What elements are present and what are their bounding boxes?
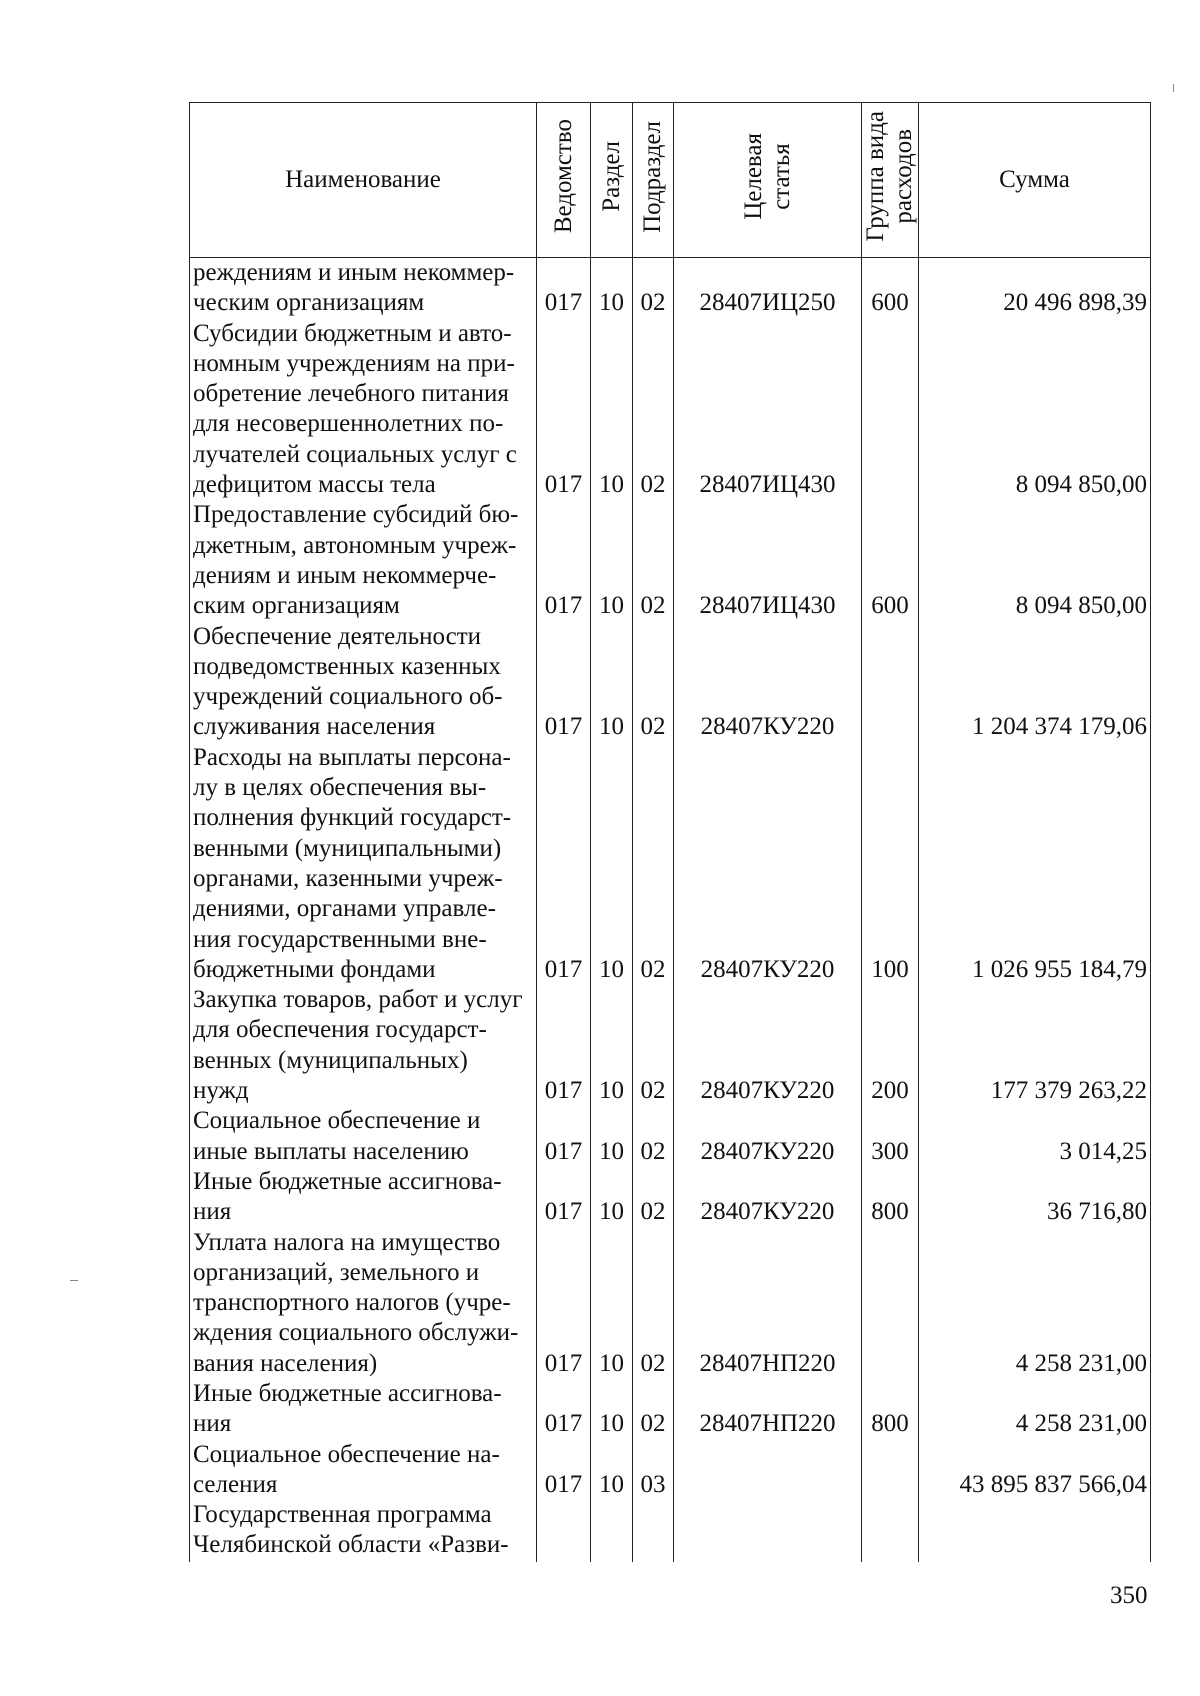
row-name-line: бюджетными фондами	[193, 955, 436, 983]
row-razdel: 10	[591, 258, 633, 319]
header-name: Наименование	[190, 103, 537, 258]
row-group: 600	[862, 258, 919, 319]
row-name	[190, 985, 537, 1106]
row-sum: 20 496 898,39	[919, 258, 1151, 319]
row-name	[190, 622, 537, 743]
row-sum: 3 014,25	[919, 1106, 1151, 1167]
row-name-line: ния	[193, 1410, 232, 1438]
table-row	[190, 1167, 1151, 1228]
row-razdel: 10	[591, 319, 633, 501]
row-name-line: реждениям и иным некоммер-	[193, 259, 515, 286]
row-podrazdel: 02	[633, 985, 674, 1106]
row-sum: 177 379 263,22	[919, 985, 1151, 1106]
row-name-line: ния государственными вне-	[193, 925, 487, 953]
row-sum	[919, 1500, 1151, 1561]
row-name-line: лу в целях обеспечения вы-	[193, 774, 487, 802]
row-podrazdel: 02	[633, 622, 674, 743]
row-name-line: обретение лечебного питания	[193, 380, 509, 408]
row-name-line: Социальное обеспечение и	[193, 1107, 481, 1135]
row-name-line: Государственная программа	[193, 1501, 492, 1529]
header-group: Группа вида расходов	[862, 103, 919, 258]
row-name-line: дефицитом массы тела	[193, 471, 436, 499]
row-name-line: для обеспечения государст-	[193, 1016, 487, 1044]
row-name-line: дениям и иным некоммерче-	[193, 561, 497, 589]
row-vedomstvo: 017	[537, 1167, 591, 1228]
row-name-line: венных (муниципальных)	[193, 1046, 468, 1074]
row-target: 28407КУ220	[674, 1167, 862, 1228]
row-name	[190, 1440, 537, 1501]
table-row	[190, 500, 1151, 621]
table-row	[190, 1440, 1151, 1501]
row-name-line: Иные бюджетные ассигнова-	[193, 1167, 502, 1195]
row-vedomstvo: 017	[537, 319, 591, 501]
row-name-line: Закупка товаров, работ и услуг	[193, 986, 523, 1014]
row-sum: 4 258 231,00	[919, 1379, 1151, 1440]
row-name-line: нужд	[193, 1077, 249, 1105]
row-name-line: вания населения)	[193, 1349, 378, 1377]
row-name-line: Челябинской области «Разви-	[193, 1531, 509, 1559]
row-target	[674, 1440, 862, 1501]
table-header-row	[190, 103, 1151, 258]
row-group: 100	[862, 743, 919, 985]
row-name-line: ния	[193, 1198, 232, 1226]
row-target: 28407ИЦ430	[674, 500, 862, 621]
row-name-line: Обеспечение деятельности	[193, 622, 482, 650]
row-name-line: Уплата налога на имущество	[193, 1228, 501, 1256]
row-podrazdel: 03	[633, 1440, 674, 1501]
row-name-line: ждения социального обслужи-	[193, 1319, 519, 1347]
row-target: 28407КУ220	[674, 1106, 862, 1167]
table-row	[190, 1379, 1151, 1440]
row-name-line: органами, казенными учреж-	[193, 864, 503, 892]
row-sum: 43 895 837 566,04	[919, 1440, 1151, 1501]
row-razdel: 10	[591, 1228, 633, 1379]
row-target: 28407КУ220	[674, 622, 862, 743]
table-body	[190, 258, 1151, 1562]
row-vedomstvo: 017	[537, 1379, 591, 1440]
row-name	[190, 1228, 537, 1379]
row-name-line: селения	[193, 1470, 278, 1498]
table-row	[190, 1106, 1151, 1167]
row-target: 28407КУ220	[674, 743, 862, 985]
row-name-line: полнения функций государст-	[193, 804, 512, 832]
row-name-line: ческим организациям	[193, 289, 425, 317]
row-name-line: учреждений социального об-	[193, 683, 503, 711]
row-target: 28407ИЦ430	[674, 319, 862, 501]
row-name	[190, 500, 537, 621]
row-razdel: 10	[591, 1379, 633, 1440]
row-podrazdel: 02	[633, 743, 674, 985]
row-group: 200	[862, 985, 919, 1106]
row-name-line: Иные бюджетные ассигнова-	[193, 1379, 502, 1407]
row-razdel: 10	[591, 1106, 633, 1167]
table-row	[190, 622, 1151, 743]
scan-speck	[70, 1280, 78, 1281]
row-name	[190, 1167, 537, 1228]
row-group	[862, 1440, 919, 1501]
row-group	[862, 622, 919, 743]
row-podrazdel: 02	[633, 258, 674, 319]
row-razdel: 10	[591, 743, 633, 985]
row-podrazdel: 02	[633, 319, 674, 501]
row-vedomstvo: 017	[537, 743, 591, 985]
row-podrazdel: 02	[633, 1167, 674, 1228]
row-razdel: 10	[591, 985, 633, 1106]
header-razdel: Раздел	[591, 103, 633, 258]
header-sum: Сумма	[919, 103, 1151, 258]
row-group	[862, 319, 919, 501]
row-name-line: Предоставление субсидий бю-	[193, 501, 519, 529]
row-group: 800	[862, 1379, 919, 1440]
row-vedomstvo: 017	[537, 1440, 591, 1501]
row-target: 28407НП220	[674, 1379, 862, 1440]
row-name-line: ским организациям	[193, 592, 400, 620]
row-razdel: 10	[591, 500, 633, 621]
scan-speck	[1173, 84, 1174, 92]
table-row	[190, 985, 1151, 1106]
row-name	[190, 743, 537, 985]
row-target: 28407ИЦ250	[674, 258, 862, 319]
row-razdel: 10	[591, 1440, 633, 1501]
row-name-line: номным учреждениям на при-	[193, 349, 515, 377]
row-name-line: организаций, земельного и	[193, 1258, 480, 1286]
row-group: 300	[862, 1106, 919, 1167]
row-name	[190, 1500, 537, 1561]
row-name-line: транспортного налогов (учре-	[193, 1289, 511, 1317]
row-vedomstvo: 017	[537, 1228, 591, 1379]
table-row	[190, 258, 1151, 319]
row-name-line: подведомственных казенных	[193, 652, 501, 680]
row-sum: 4 258 231,00	[919, 1228, 1151, 1379]
table-row	[190, 743, 1151, 985]
header-target: Целевая статья	[674, 103, 862, 258]
row-vedomstvo: 017	[537, 258, 591, 319]
row-vedomstvo: 017	[537, 622, 591, 743]
row-group: 600	[862, 500, 919, 621]
row-vedomstvo: 017	[537, 500, 591, 621]
header-podrazdel: Подраздел	[633, 103, 674, 258]
row-name	[190, 258, 537, 319]
row-name-line: Социальное обеспечение на-	[193, 1440, 500, 1468]
row-name-line: иные выплаты населению	[193, 1137, 469, 1165]
row-name-line: Субсидии бюджетным и авто-	[193, 319, 512, 347]
row-razdel: 10	[591, 1167, 633, 1228]
page-number: 350	[1110, 1582, 1148, 1609]
row-name-line: для несовершеннолетних по-	[193, 410, 504, 438]
row-podrazdel: 02	[633, 500, 674, 621]
row-target: 28407КУ220	[674, 985, 862, 1106]
row-name	[190, 1106, 537, 1167]
row-name-line: джетным, автономным учреж-	[193, 531, 517, 559]
row-name-line: Расходы на выплаты персона-	[193, 743, 511, 771]
row-target: 28407НП220	[674, 1228, 862, 1379]
row-vedomstvo: 017	[537, 1106, 591, 1167]
row-podrazdel: 02	[633, 1379, 674, 1440]
row-vedomstvo	[537, 1500, 591, 1561]
row-sum: 8 094 850,00	[919, 319, 1151, 501]
row-group	[862, 1500, 919, 1561]
row-name	[190, 1379, 537, 1440]
row-sum: 1 204 374 179,06	[919, 622, 1151, 743]
row-sum: 1 026 955 184,79	[919, 743, 1151, 985]
row-name-line: лучателей социальных услуг с	[193, 440, 517, 468]
row-podrazdel	[633, 1500, 674, 1561]
table-row	[190, 319, 1151, 501]
row-target	[674, 1500, 862, 1561]
row-name	[190, 319, 537, 501]
row-podrazdel: 02	[633, 1228, 674, 1379]
header-vedomstvo: Ведомство	[537, 103, 591, 258]
row-group	[862, 1228, 919, 1379]
budget-table	[189, 102, 1151, 1562]
row-sum: 8 094 850,00	[919, 500, 1151, 621]
table-row	[190, 1228, 1151, 1379]
row-vedomstvo: 017	[537, 985, 591, 1106]
row-podrazdel: 02	[633, 1106, 674, 1167]
table-row	[190, 1500, 1151, 1561]
row-razdel: 10	[591, 622, 633, 743]
row-sum: 36 716,80	[919, 1167, 1151, 1228]
row-name-line: дениями, органами управле-	[193, 895, 496, 923]
row-razdel	[591, 1500, 633, 1561]
row-name-line: венными (муниципальными)	[193, 834, 502, 862]
row-name-line: служивания населения	[193, 713, 436, 741]
row-group: 800	[862, 1167, 919, 1228]
